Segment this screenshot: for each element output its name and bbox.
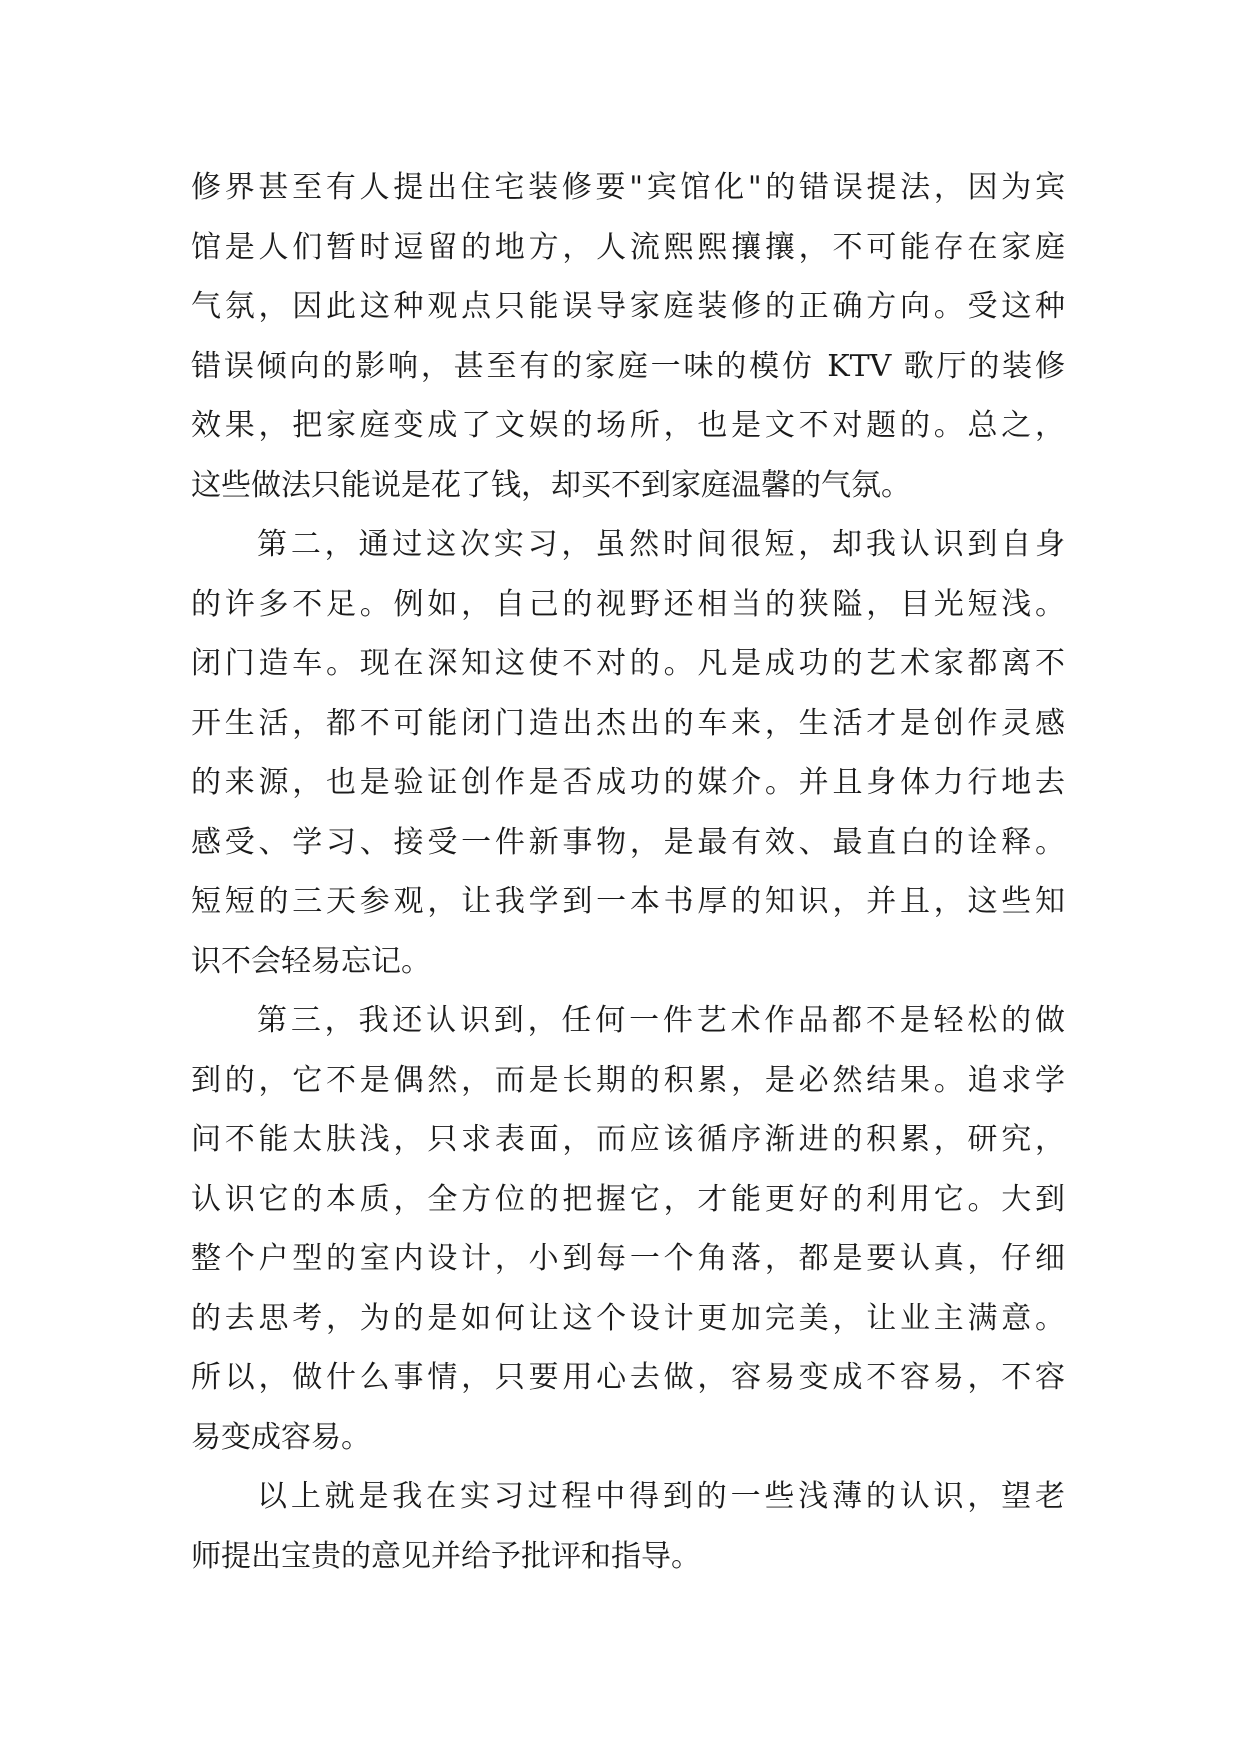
paragraph: [191, 515, 1065, 991]
text-line: 错误倾向的影响，甚至有的家庭一味的模仿 KTV 歌厅的装修: [191, 348, 1065, 384]
paragraph: [191, 158, 1065, 515]
document-body: [191, 158, 1065, 1586]
text-line: 整个户型的室内设计，小到每一个角落，都是要认真，仔细: [191, 1241, 1065, 1276]
text-line: 开生活，都不可能闭门造出杰出的车来，生活才是创作灵感: [191, 705, 1065, 741]
text-line: 识不会轻易忘记。: [191, 943, 431, 979]
text-line: 以上就是我在实习过程中得到的一些浅薄的认识，望老: [257, 1479, 1065, 1514]
text-line: 的去思考，为的是如何让这个设计更加完美，让业主满意。: [191, 1300, 1065, 1336]
text-line: 的许多不足。例如，自己的视野还相当的狭隘，目光短浅。: [191, 586, 1065, 622]
text-line: 气氛，因此这种观点只能误导家庭装修的正确方向。受这种: [191, 289, 1065, 324]
paragraph: [191, 1467, 1065, 1586]
text-line: 第三，我还认识到，任何一件艺术作品都不是轻松的做: [257, 1003, 1065, 1038]
text-line: 的来源，也是验证创作是否成功的媒介。并且身体力行地去: [191, 765, 1065, 800]
text-line: 到的，它不是偶然，而是长期的积累，是必然结果。追求学: [191, 1062, 1065, 1098]
text-line: 所以，做什么事情，只要用心去做，容易变成不容易，不容: [191, 1360, 1065, 1395]
text-line: 短短的三天参观，让我学到一本书厚的知识，并且，这些知: [191, 884, 1065, 919]
text-line: 这些做法只能说是花了钱，却买不到家庭温馨的气氛。: [191, 467, 911, 503]
text-line: 馆是人们暂时逗留的地方，人流熙熙攘攘，不可能存在家庭: [191, 229, 1065, 265]
text-line: 第二，通过这次实习，虽然时间很短，却我认识到自身: [257, 527, 1065, 562]
text-line: 感受、学习、接受一件新事物，是最有效、最直白的诠释。: [191, 824, 1065, 860]
text-line: 师提出宝贵的意见并给予批评和指导。: [191, 1538, 701, 1574]
paragraph: [191, 991, 1065, 1467]
text-line: 闭门造车。现在深知这使不对的。凡是成功的艺术家都离不: [191, 646, 1065, 681]
text-line: 效果，把家庭变成了文娱的场所，也是文不对题的。总之，: [191, 408, 1065, 443]
text-line: 认识它的本质，全方位的把握它，才能更好的利用它。大到: [191, 1181, 1065, 1217]
text-line: 修界甚至有人提出住宅装修要"宾馆化"的错误提法，因为宾: [191, 170, 1065, 205]
text-line: 问不能太肤浅，只求表面，而应该循序渐进的积累，研究，: [191, 1122, 1065, 1157]
text-line: 易变成容易。: [191, 1419, 371, 1455]
